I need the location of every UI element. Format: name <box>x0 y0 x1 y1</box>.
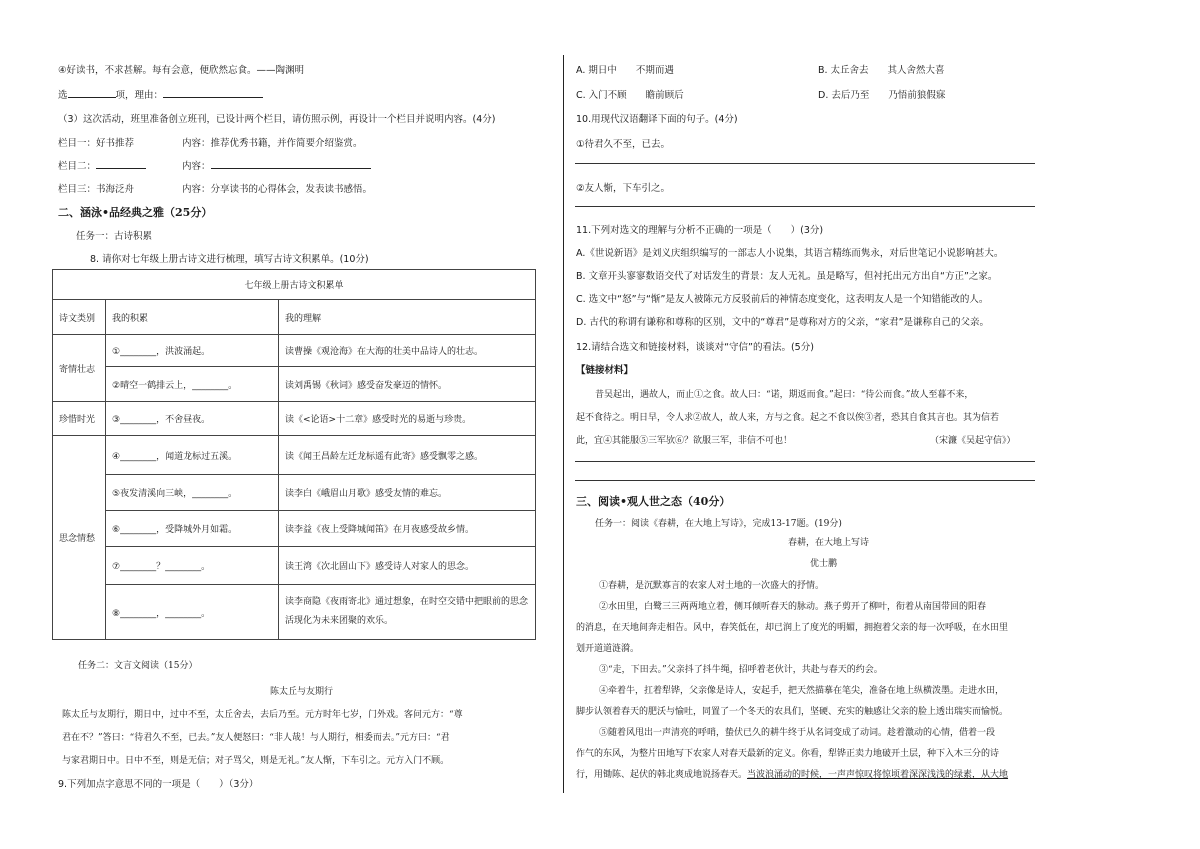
table-row: 读李白《峨眉山月歌》感受友情的难忘。 <box>279 475 536 511</box>
article-paragraph: 划开道道涟漪。 <box>576 644 640 654</box>
table-row[interactable]: ⑥________，受降城外月如霜。 <box>106 511 279 547</box>
article-paragraph: 脚步认领着春天的肥沃与愉吐，同置了一个冬天的农具们，坚硬、充实的触感让父亲的脸上透出瑞实而愉悦。 <box>576 707 1009 717</box>
answer-line[interactable] <box>575 480 1035 481</box>
poetry-table <box>52 269 536 640</box>
table-row[interactable]: ③________，不舍昼夜。 <box>106 402 279 436</box>
section-3-heading: 三、阅读•观人世之态（40分） <box>576 495 731 508</box>
category-cell: 寄情壮志 <box>53 335 106 402</box>
table-row: 读李益《夜上受降城闻笛》在月夜感受故乡情。 <box>279 511 536 547</box>
choice-blank[interactable] <box>68 88 116 98</box>
article-author: 优士鹏 <box>810 559 838 569</box>
article-paragraph: ③“走，下田去。”父亲抖了抖牛绳，招呼着老伙计，共赴与春天的约会。 <box>599 665 883 675</box>
table-row: 读《<论语>十二章》感受时光的易逝与珍贵。 <box>279 402 536 436</box>
table-row[interactable]: ⑦________？________。 <box>106 547 279 585</box>
link-material-line: 此，宜④其能服⑤三军欤⑥？欲服三军，非信不可也！ <box>576 436 793 446</box>
link-material-line: 起不食待之。明日早，令人求②故人，故人来，方与之食。起之不食以俟③者，恐其自食其言也。其为信若 <box>576 413 1000 423</box>
column-2-line: 栏目二： <box>58 158 146 172</box>
classical-text-title: 陈太丘与友期行 <box>270 687 334 697</box>
article-paragraph: 作气的东风，为整片田地写下农家人对春天最新的定义。你看，犁铧正卖力地破开土层，种下入木三分的诗 <box>576 749 1000 759</box>
task-1-heading: 任务一：古诗积累 <box>76 231 153 242</box>
task-2-heading: 任务二：文言文阅读（15分） <box>78 661 198 671</box>
answer-line[interactable] <box>575 163 1035 164</box>
article-paragraph: 行，用锄陈、起伏的韩北爽成地说扬春天。当波浪涌动的时候，一声声惊叹将惊顷着深深浅浅的绿素，从大地 <box>576 770 1009 780</box>
classical-para-line: 与家君期日中。日中不至，则是无信；对子骂父，则是无礼。”友人惭，下车引之。元方入门不顾。 <box>62 756 450 766</box>
table-row: 读王湾《次北固山下》感受诗人对家人的思念。 <box>279 547 536 585</box>
table-row[interactable]: ①________，洪波涌起。 <box>106 335 279 367</box>
option-a[interactable]: A. 期日中 不期而遇 <box>576 65 674 76</box>
column-divider <box>563 55 564 793</box>
q11-option-a[interactable]: A.《世说新语》是刘义庆组织编写的一部志人小说集，其语言精练而隽永，对后世笔记小说影响甚大。 <box>576 248 1004 259</box>
category-cell: 思念情愁 <box>53 436 106 640</box>
option-b[interactable]: B. 太丘舍去 其人舍然大喜 <box>818 65 945 76</box>
classical-para-line: 君在不？”答曰：“待君久不至，已去。”友人便怒曰：“非人哉！与人期行，相委而去。”元方曰：“君 <box>62 733 450 743</box>
question-8: 8. 请你对七年级上册古诗文进行梳理，填写古诗文积累单。(10分) <box>90 254 369 265</box>
table-row: 读李商隐《夜雨寄北》通过想象，在时空交错中把眼前的思念活现化为未来团聚的欢乐。 <box>279 585 536 640</box>
article-paragraph: ⑤随着风甩出一声清亮的呼哨，蛰伏已久的耕牛终于从名词变成了动词。趁着激动的心情，借着一段 <box>599 728 996 738</box>
choice-line: 选 项，理由： <box>58 87 263 101</box>
column-1-content: 内容：推荐优秀书籍，并作简要介绍鉴赏。 <box>182 138 363 149</box>
table-header: 我的积累 <box>106 300 279 335</box>
link-material-source: （宋濂《吴起守信》） <box>930 436 1016 446</box>
table-header: 我的理解 <box>279 300 536 335</box>
quote-4: ④好读书，不求甚解。每有会意，便欣然忘食。——陶渊明 <box>58 65 305 76</box>
article-title: 春耕，在大地上写诗 <box>788 538 870 548</box>
sentence-1: ①待君久不至，已去。 <box>576 139 671 150</box>
article-paragraph: ②水田里，白鹭三三两两地立着，侧耳倾听春天的脉动。燕子剪开了柳叶，衔着从南国带回的阳春 <box>599 602 987 612</box>
article-paragraph: 的消息，在天地间奔走相告。风中，春笑低在，却已润上了度光的明媚，拥抱着父亲的每一次呼吸，在水田里 <box>576 623 1009 633</box>
answer-line[interactable] <box>575 206 1035 207</box>
table-row: 读《闻王昌龄左迁龙标遥有此寄》感受飘零之感。 <box>279 436 536 475</box>
sentence-2: ②友人惭，下车引之。 <box>576 183 671 194</box>
article-paragraph: ④牵着牛，扛着犁铧，父亲像是诗人，安起手，把天然描摹在笔尖，准备在地上纵横泼墨。走进水田， <box>599 686 1005 696</box>
q11-option-d[interactable]: D. 古代的称谓有谦称和尊称的区别，文中的“尊君”是尊称对方的父亲，“家君”是谦称自己的父亲。 <box>576 317 990 328</box>
table-row[interactable]: ⑧________，________。 <box>106 585 279 640</box>
table-title: 七年级上册古诗文积累单 <box>53 270 536 300</box>
classical-para-line: 陈太丘与友期行，期日中，过中不至，太丘舍去，去后乃至。元方时年七岁，门外戏。客问元方：“尊 <box>62 710 463 720</box>
question-12: 12.请结合选文和链接材料，谈谈对“守信”的看法。(5分) <box>576 342 814 353</box>
q11-option-c[interactable]: C. 选文中“怒”与“惭”是友人被陈元方反驳前后的神情态度变化，这表明友人是一个知错能改的人。 <box>576 294 989 305</box>
option-d[interactable]: D. 去后乃至 乃悟前狼假寐 <box>818 90 946 101</box>
column-2-content-blank[interactable] <box>211 159 371 169</box>
column-1-name: 栏目一：好书推荐 <box>58 138 135 149</box>
table-row[interactable]: ②晴空一鹤排云上，________。 <box>106 367 279 402</box>
column-2-content-line: 内容： <box>182 158 371 172</box>
table-row: 读曹操《观沧海》在大海的壮美中品诗人的壮志。 <box>279 335 536 367</box>
section-2-heading: 二、涵泳•品经典之雅（25分） <box>58 206 213 219</box>
question-10: 10.用现代汉语翻译下面的句子。(4分) <box>576 114 738 125</box>
task-3-heading: 任务一：阅读《春耕，在大地上写诗》，完成13-17题。(19分) <box>595 519 842 529</box>
q11-option-b[interactable]: B. 文章开头寥寥数语交代了对话发生的背景：友人无礼。虽是略写，但衬托出元方出自“方正”之家。 <box>576 271 998 282</box>
article-paragraph: ①春耕，是沉默寡言的农家人对土地的一次盛大的抒情。 <box>599 581 825 591</box>
category-cell: 珍惜时光 <box>53 402 106 436</box>
table-row[interactable]: ⑤夜发清溪向三峡，________。 <box>106 475 279 511</box>
option-c[interactable]: C. 入门不顾 瞻前顾后 <box>576 90 684 101</box>
column-2-name-blank[interactable] <box>96 159 146 169</box>
table-header: 诗文类别 <box>53 300 106 335</box>
link-material-line: 昔吴起出，遇故人，而止①之食。故人曰：“诺，期返而食。”起曰：“待公而食。”故人至暮不来， <box>595 390 974 400</box>
reason-blank[interactable] <box>163 88 263 98</box>
question-9: 9.下列加点字意思不同的一项是（ ）（3分） <box>58 779 259 790</box>
link-material-heading: 【链接材料】 <box>576 365 634 376</box>
table-row[interactable]: ④________，闻道龙标过五溪。 <box>106 436 279 475</box>
answer-line[interactable] <box>575 461 1035 462</box>
table-row: 读刘禹锡《秋词》感受奋发豪迈的情怀。 <box>279 367 536 402</box>
underlined-sentence: 当波浪涌动的时候，一声声惊叹将惊顷着深深浅浅的绿素，从大地 <box>747 770 1009 780</box>
question-3: （3）这次活动，班里准备创立班刊，已设计两个栏目，请仿照示例，再设计一个栏目并说明内容。(4分) <box>58 114 496 125</box>
column-3-content: 内容：分享读书的心得体会，发表读书感悟。 <box>182 184 373 195</box>
column-3-name: 栏目三：书海泛舟 <box>58 184 135 195</box>
question-11: 11.下列对选文的理解与分析不正确的一项是（ ）(3分) <box>576 225 824 236</box>
